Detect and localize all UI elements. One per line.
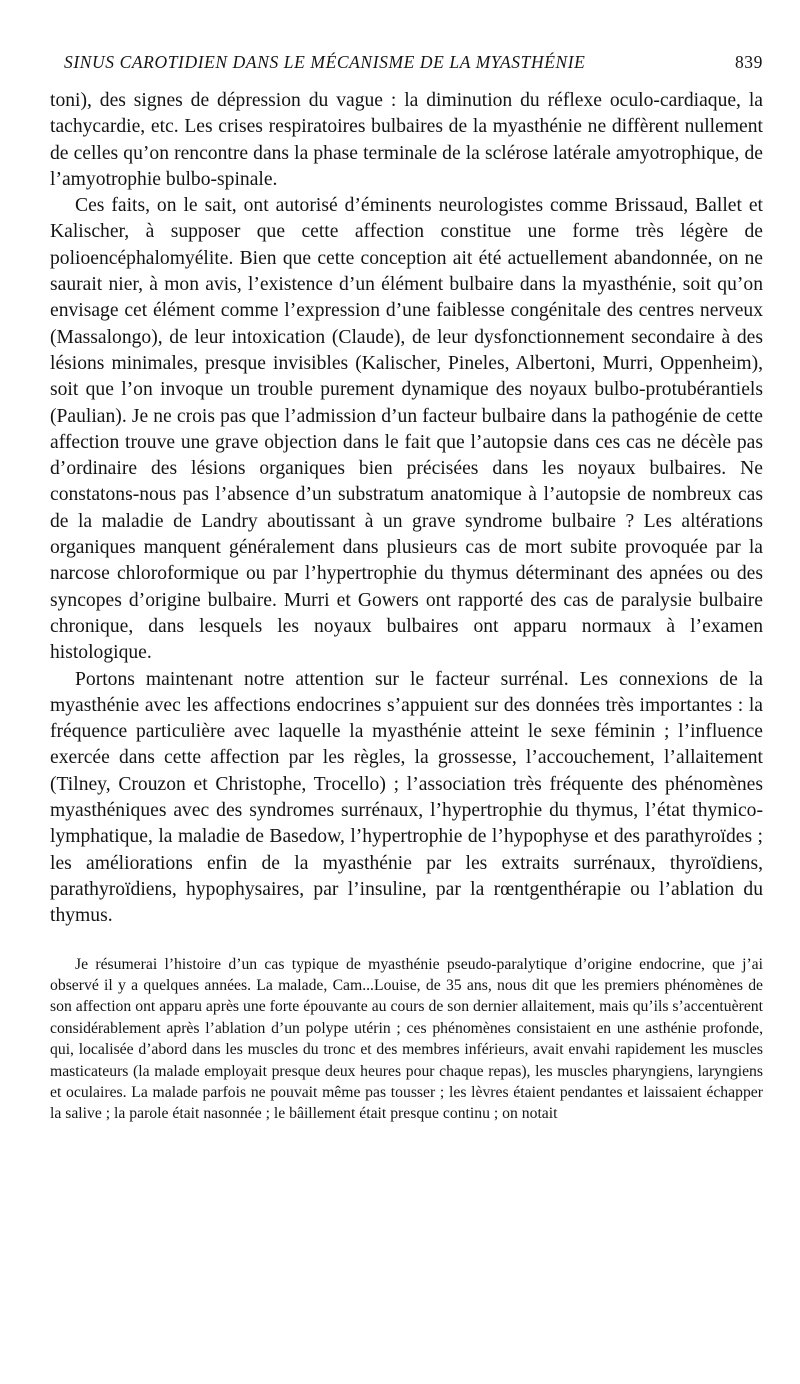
page-number: 839 <box>734 52 763 72</box>
footnote <box>50 954 763 1125</box>
paragraph: Ces faits, on le sait, ont autorisé d’éminents neurologistes comme Brissaud, Ballet et Kalischer, à supposer que cette affection constitue une forme très légère de polioencéphalomyélite. Bien que cette conception ait été actuellement abandonnée, on ne saurait nier, à mon avis, l’existence d’un élément bulbaire dans la myasthénie, soit qu’on envisage cet élément comme l’expression d’une faiblesse congénitale des centres nerveux (Massalongo), de leur intoxication (Claude), de leur dysfonctionnement secondaire à des lésions minimales, presque invisibles (Kalischer, Pineles, Albertoni, Murri, Oppenheim), soit que l’on invoque un trouble purement dynamique des noyaux bulbo-protubérantiels (Paulian). Je ne crois pas que l’admission d’un facteur bulbaire dans la pathogénie de cette affection trouve une grave objection dans le fait que l’autopsie dans ces cas ne décèle pas d’ordinaire des lésions organiques bien précisées dans les noyaux bulbaires. Ne constatons-nous pas l’absence d’un substratum anatomique à l’autopsie de nombreux cas de la maladie de Landry aboutissant à un grave syndrome bulbaire ? Les altérations organiques manquent généralement dans plusieurs cas de mort subite provoquée par la narcose chloroformique ou par l’hypertrophie du thymus déterminant des apnées ou des syncopes d’origine bulbaire. Murri et Gowers ont rapporté des cas de paralysie bulbaire chronique, dans lesquels les noyaux bulbaires ont apparu normaux à l’examen histologique. <box>50 195 763 664</box>
running-title: SINUS CAROTIDIEN DANS LE MÉCANISME DE LA MYASTHÉNIE <box>64 52 586 72</box>
paragraph-continued: toni), des signes de dépression du vague : la diminution du réflexe oculo-cardiaque, la tachycardie, etc. Les crises respiratoires bulbaires de la myasthénie ne diffèrent nullement de celles qu’on rencontre dans la phase terminale de la sclérose latérale amyotrophique, de l’amyotrophie bulbo-spinale. <box>50 90 763 190</box>
footnote-text: Je résumerai l’histoire d’un cas typique de myasthénie pseudo-paralytique d’origine endocrine, que j’ai observé il y a quelques années. La malade, Cam...Louise, de 35 ans, nous dit que les premiers phénomènes de son affection ont apparu après une forte épouvante au cours de son dernier allaitement, mais qu’ils s’accentuèrent considérablement après l’ablation d’un polype utérin ; ces phénomènes consistaient en une asthénie profonde, qui, localisée d’abord dans les muscles du tronc et des membres inférieurs, avait envahi rapidement les muscles masticateurs (la malade employait presque deux heures pour chaque repas), les muscles pharyngiens, laryngiens et oculaires. La malade parfois ne pouvait même pas tousser ; les lèvres étaient pendantes et laissaient échapper la salive ; la parole était nasonnée ; le bâillement était presque continu ; on notait <box>50 955 763 1123</box>
body-text <box>50 88 763 930</box>
paragraph: Portons maintenant notre attention sur le facteur surrénal. Les connexions de la myasthénie avec les affections endocrines s’appuient sur des données très importantes : la fréquence particulière avec laquelle la myasthénie atteint le sexe féminin ; l’influence exercée dans cette affection par les règles, la grossesse, l’accouchement, l’allaitement (Tilney, Crouzon et Christophe, Trocello) ; l’association très fréquente des phénomènes myasthéniques avec des syndromes surrénaux, l’hypertrophie du thymus, l’état thymico-lymphatique, la maladie de Basedow, l’hypertrophie de l’hypophyse et des parathyroïdes ; les améliorations enfin de la myasthénie par les extraits surrénaux, thyroïdiens, parathyroïdiens, hypophysaires, par l’insuline, par la rœntgenthérapie ou l’ablation du thymus. <box>50 668 763 927</box>
running-header <box>50 52 763 78</box>
